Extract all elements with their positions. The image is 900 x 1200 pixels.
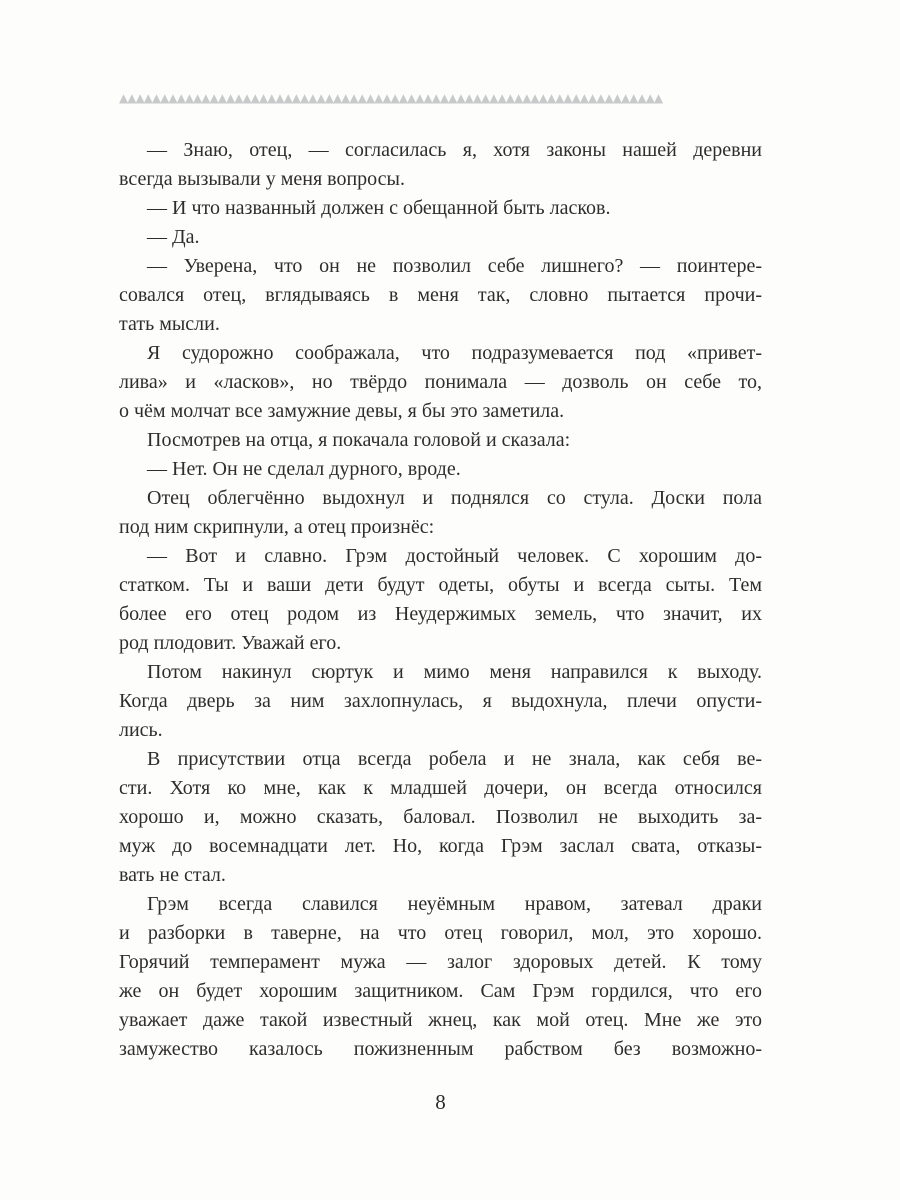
text-line: В присутствии отца всегда робела и не знала, как себя ве- — [147, 748, 762, 770]
text-line: — Знаю, отец, — согласилась я, хотя законы нашей деревни — [147, 139, 762, 161]
text-line: — Да. — [147, 226, 200, 248]
triangle-border-ornament: ▲▲▲▲▲▲▲▲▲▲▲▲▲▲▲▲▲▲▲▲▲▲▲▲▲▲▲▲▲▲▲▲▲▲▲▲▲▲▲▲▲▲▲▲▲▲▲▲▲▲▲▲▲▲▲▲▲▲▲▲▲▲▲▲▲▲ — [119, 91, 663, 105]
text-line: хорошо и, можно сказать, баловал. Позволил не выходить за- — [119, 806, 762, 828]
text-line: замужество казалось пожизненным рабством без возможно- — [119, 1038, 762, 1060]
page-number: 8 — [435, 1090, 446, 1114]
paragraph — [119, 745, 762, 890]
paragraph — [119, 339, 762, 426]
text-line: и разборки в таверне, на что отец говорил, мол, это хорошо. — [119, 922, 762, 944]
text-line: Отец облегчённо выдохнул и поднялся со стула. Доски пола — [147, 487, 762, 509]
text-line: более его отец родом из Неудержимых земель, что значит, их — [119, 603, 762, 625]
text-line: — Уверена, что он не позволил себе лишнего? — поинтере- — [147, 255, 762, 277]
text-line: Посмотрев на отца, я покачала головой и сказала: — [147, 429, 571, 451]
text-line: Грэм всегда славился неуёмным нравом, затевал драки — [147, 893, 762, 915]
paragraph — [119, 484, 762, 542]
text-line: Потом накинул сюртук и мимо меня направился к выходу. — [147, 661, 762, 683]
text-line: Горячий темперамент мужа — залог здоровых детей. К тому — [119, 951, 762, 973]
text-line: статком. Ты и ваши дети будут одеты, обуты и всегда сыты. Тем — [119, 574, 762, 596]
page-text — [119, 136, 762, 1064]
paragraph — [119, 194, 762, 223]
text-line: лива» и «ласков», но твёрдо понимала — дозволь он себе то, — [119, 371, 762, 393]
text-line: вать не стал. — [119, 864, 226, 886]
text-line: совался отец, вглядываясь в меня так, словно пытается прочи- — [119, 284, 762, 306]
text-line: — Вот и славно. Грэм достойный человек. С хорошим до- — [147, 545, 762, 567]
text-line: род плодовит. Уважай его. — [119, 632, 342, 654]
paragraph — [119, 136, 762, 194]
paragraph — [119, 252, 762, 339]
paragraph — [119, 542, 762, 658]
text-line: сти. Хотя ко мне, как к младшей дочери, он всегда относился — [119, 777, 762, 799]
paragraph — [119, 658, 762, 745]
paragraph — [119, 890, 762, 1064]
paragraph — [119, 455, 762, 484]
text-line: — И что названный должен с обещанной быть ласков. — [147, 197, 611, 219]
text-line: муж до восемнадцати лет. Но, когда Грэм заслал свата, отказы- — [119, 835, 762, 857]
text-line: — Нет. Он не сделал дурного, вроде. — [147, 458, 461, 480]
text-line: лись. — [119, 719, 163, 741]
text-line: о чём молчат все замужние девы, я бы это заметила. — [119, 400, 565, 422]
text-line: Я судорожно соображала, что подразумевается под «привет- — [147, 342, 762, 364]
text-line: же он будет хорошим защитником. Сам Грэм гордился, что его — [119, 980, 762, 1002]
text-line: Когда дверь за ним захлопнулась, я выдохнула, плечи опусти- — [119, 690, 762, 712]
paragraph — [119, 223, 762, 252]
text-line: уважает даже такой известный жнец, как мой отец. Мне же это — [119, 1009, 762, 1031]
text-line: тать мысли. — [119, 313, 220, 335]
text-line: всегда вызывали у меня вопросы. — [119, 168, 405, 190]
paragraph — [119, 426, 762, 455]
text-line: под ним скрипнули, а отец произнёс: — [119, 516, 435, 538]
